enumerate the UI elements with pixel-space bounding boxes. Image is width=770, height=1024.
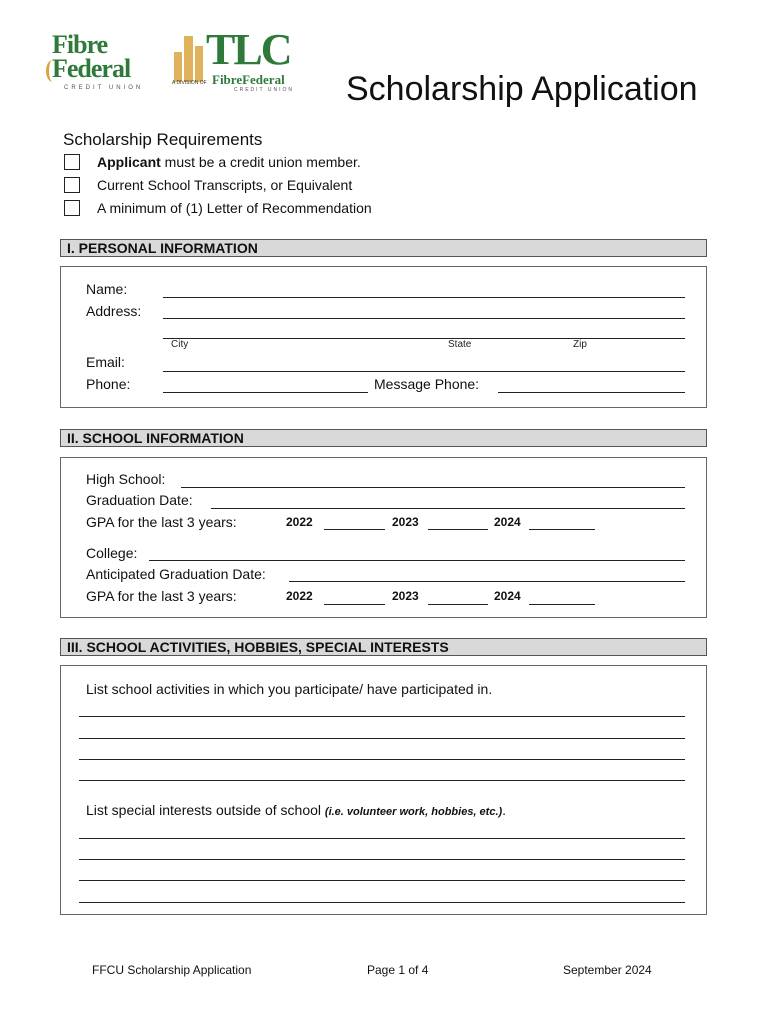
year-2023-label: 2023 <box>392 589 419 603</box>
tlc-credit-union-text: CREDIT UNION <box>234 87 295 93</box>
college-field[interactable] <box>149 560 685 561</box>
graduation-date-field[interactable] <box>211 508 685 509</box>
logo-credit-union-text: CREDIT UNION <box>64 85 144 91</box>
interests-line[interactable] <box>79 880 685 881</box>
address-label: Address: <box>86 303 142 319</box>
state-label: State <box>448 339 472 350</box>
year-2023-label: 2023 <box>392 515 419 529</box>
activities-line[interactable] <box>79 759 685 760</box>
message-phone-label: Message Phone: <box>374 376 480 392</box>
interests-line[interactable] <box>79 838 685 839</box>
year-2024-label: 2024 <box>494 589 521 603</box>
logo-fibre-text: Fibre <box>52 30 108 59</box>
requirements-heading: Scholarship Requirements <box>63 130 263 149</box>
college-gpa-2024-field[interactable] <box>529 604 595 605</box>
requirement-bold: Applicant <box>97 154 161 170</box>
college-label: College: <box>86 545 138 561</box>
requirement-checkbox[interactable] <box>64 154 80 170</box>
college-gpa-2023-field[interactable] <box>428 604 488 605</box>
address-line2-field[interactable] <box>163 338 685 339</box>
tlc-text: TLC <box>206 25 291 74</box>
requirement-text: must be a credit union member. <box>160 154 361 170</box>
name-field[interactable] <box>163 297 685 298</box>
city-label: City <box>171 339 189 350</box>
building-icon <box>174 36 204 82</box>
email-field[interactable] <box>163 371 685 372</box>
year-2022-label: 2022 <box>286 515 313 529</box>
interests-prompt-main: List special interests outside of school <box>86 802 325 818</box>
footer-date: September 2024 <box>563 963 652 977</box>
zip-label: Zip <box>573 339 587 350</box>
tlc-logo <box>172 25 298 94</box>
college-gpa-label: GPA for the last 3 years: <box>86 588 237 604</box>
activities-line[interactable] <box>79 738 685 739</box>
gpa-2024-field[interactable] <box>529 529 595 530</box>
activities-prompt: List school activities in which you participate/ have participated in. <box>86 681 493 697</box>
high-school-field[interactable] <box>181 487 685 488</box>
anticipated-graduation-label: Anticipated Graduation Date: <box>86 566 266 582</box>
email-label: Email: <box>86 354 125 370</box>
footer-page-number: Page 1 of 4 <box>367 963 429 977</box>
year-2022-label: 2022 <box>286 589 313 603</box>
message-phone-field[interactable] <box>498 392 685 393</box>
interests-prompt <box>86 802 506 818</box>
address-field[interactable] <box>163 318 685 319</box>
activities-box <box>60 665 707 915</box>
interests-line[interactable] <box>79 902 685 903</box>
page-title: Scholarship Application <box>346 70 698 108</box>
college-gpa-2022-field[interactable] <box>324 604 385 605</box>
phone-field[interactable] <box>163 392 368 393</box>
requirement-checkbox[interactable] <box>64 177 80 193</box>
gpa-label: GPA for the last 3 years: <box>86 514 237 530</box>
gpa-2022-field[interactable] <box>324 529 385 530</box>
anticipated-graduation-field[interactable] <box>289 581 685 582</box>
interests-line[interactable] <box>79 859 685 860</box>
graduation-date-label: Graduation Date: <box>86 492 193 508</box>
activities-line[interactable] <box>79 780 685 781</box>
year-2024-label: 2024 <box>494 515 521 529</box>
requirement-text: A minimum of (1) Letter of Recommendation <box>97 200 372 216</box>
fibre-federal-logo <box>46 30 166 94</box>
personal-info-header: I. PERSONAL INFORMATION <box>60 239 707 257</box>
interests-prompt-end: . <box>502 802 507 818</box>
tlc-division-text: A DIVISION OF <box>172 80 207 86</box>
requirement-text: Current School Transcripts, or Equivalent <box>97 177 353 193</box>
high-school-label: High School: <box>86 471 166 487</box>
phone-label: Phone: <box>86 376 131 392</box>
requirement-checkbox[interactable] <box>64 200 80 216</box>
name-label: Name: <box>86 281 128 297</box>
activities-header: III. SCHOOL ACTIVITIES, HOBBIES, SPECIAL INTERESTS <box>60 638 707 656</box>
interests-prompt-hint: (i.e. volunteer work, hobbies, etc.) <box>324 806 503 818</box>
school-info-header: II. SCHOOL INFORMATION <box>60 429 707 447</box>
tlc-fibrefederal-text: FibreFederal <box>212 72 285 87</box>
activities-line[interactable] <box>79 716 685 717</box>
logo-federal-text: Federal <box>52 54 131 83</box>
gpa-2023-field[interactable] <box>428 529 488 530</box>
footer-left: FFCU Scholarship Application <box>92 963 252 977</box>
